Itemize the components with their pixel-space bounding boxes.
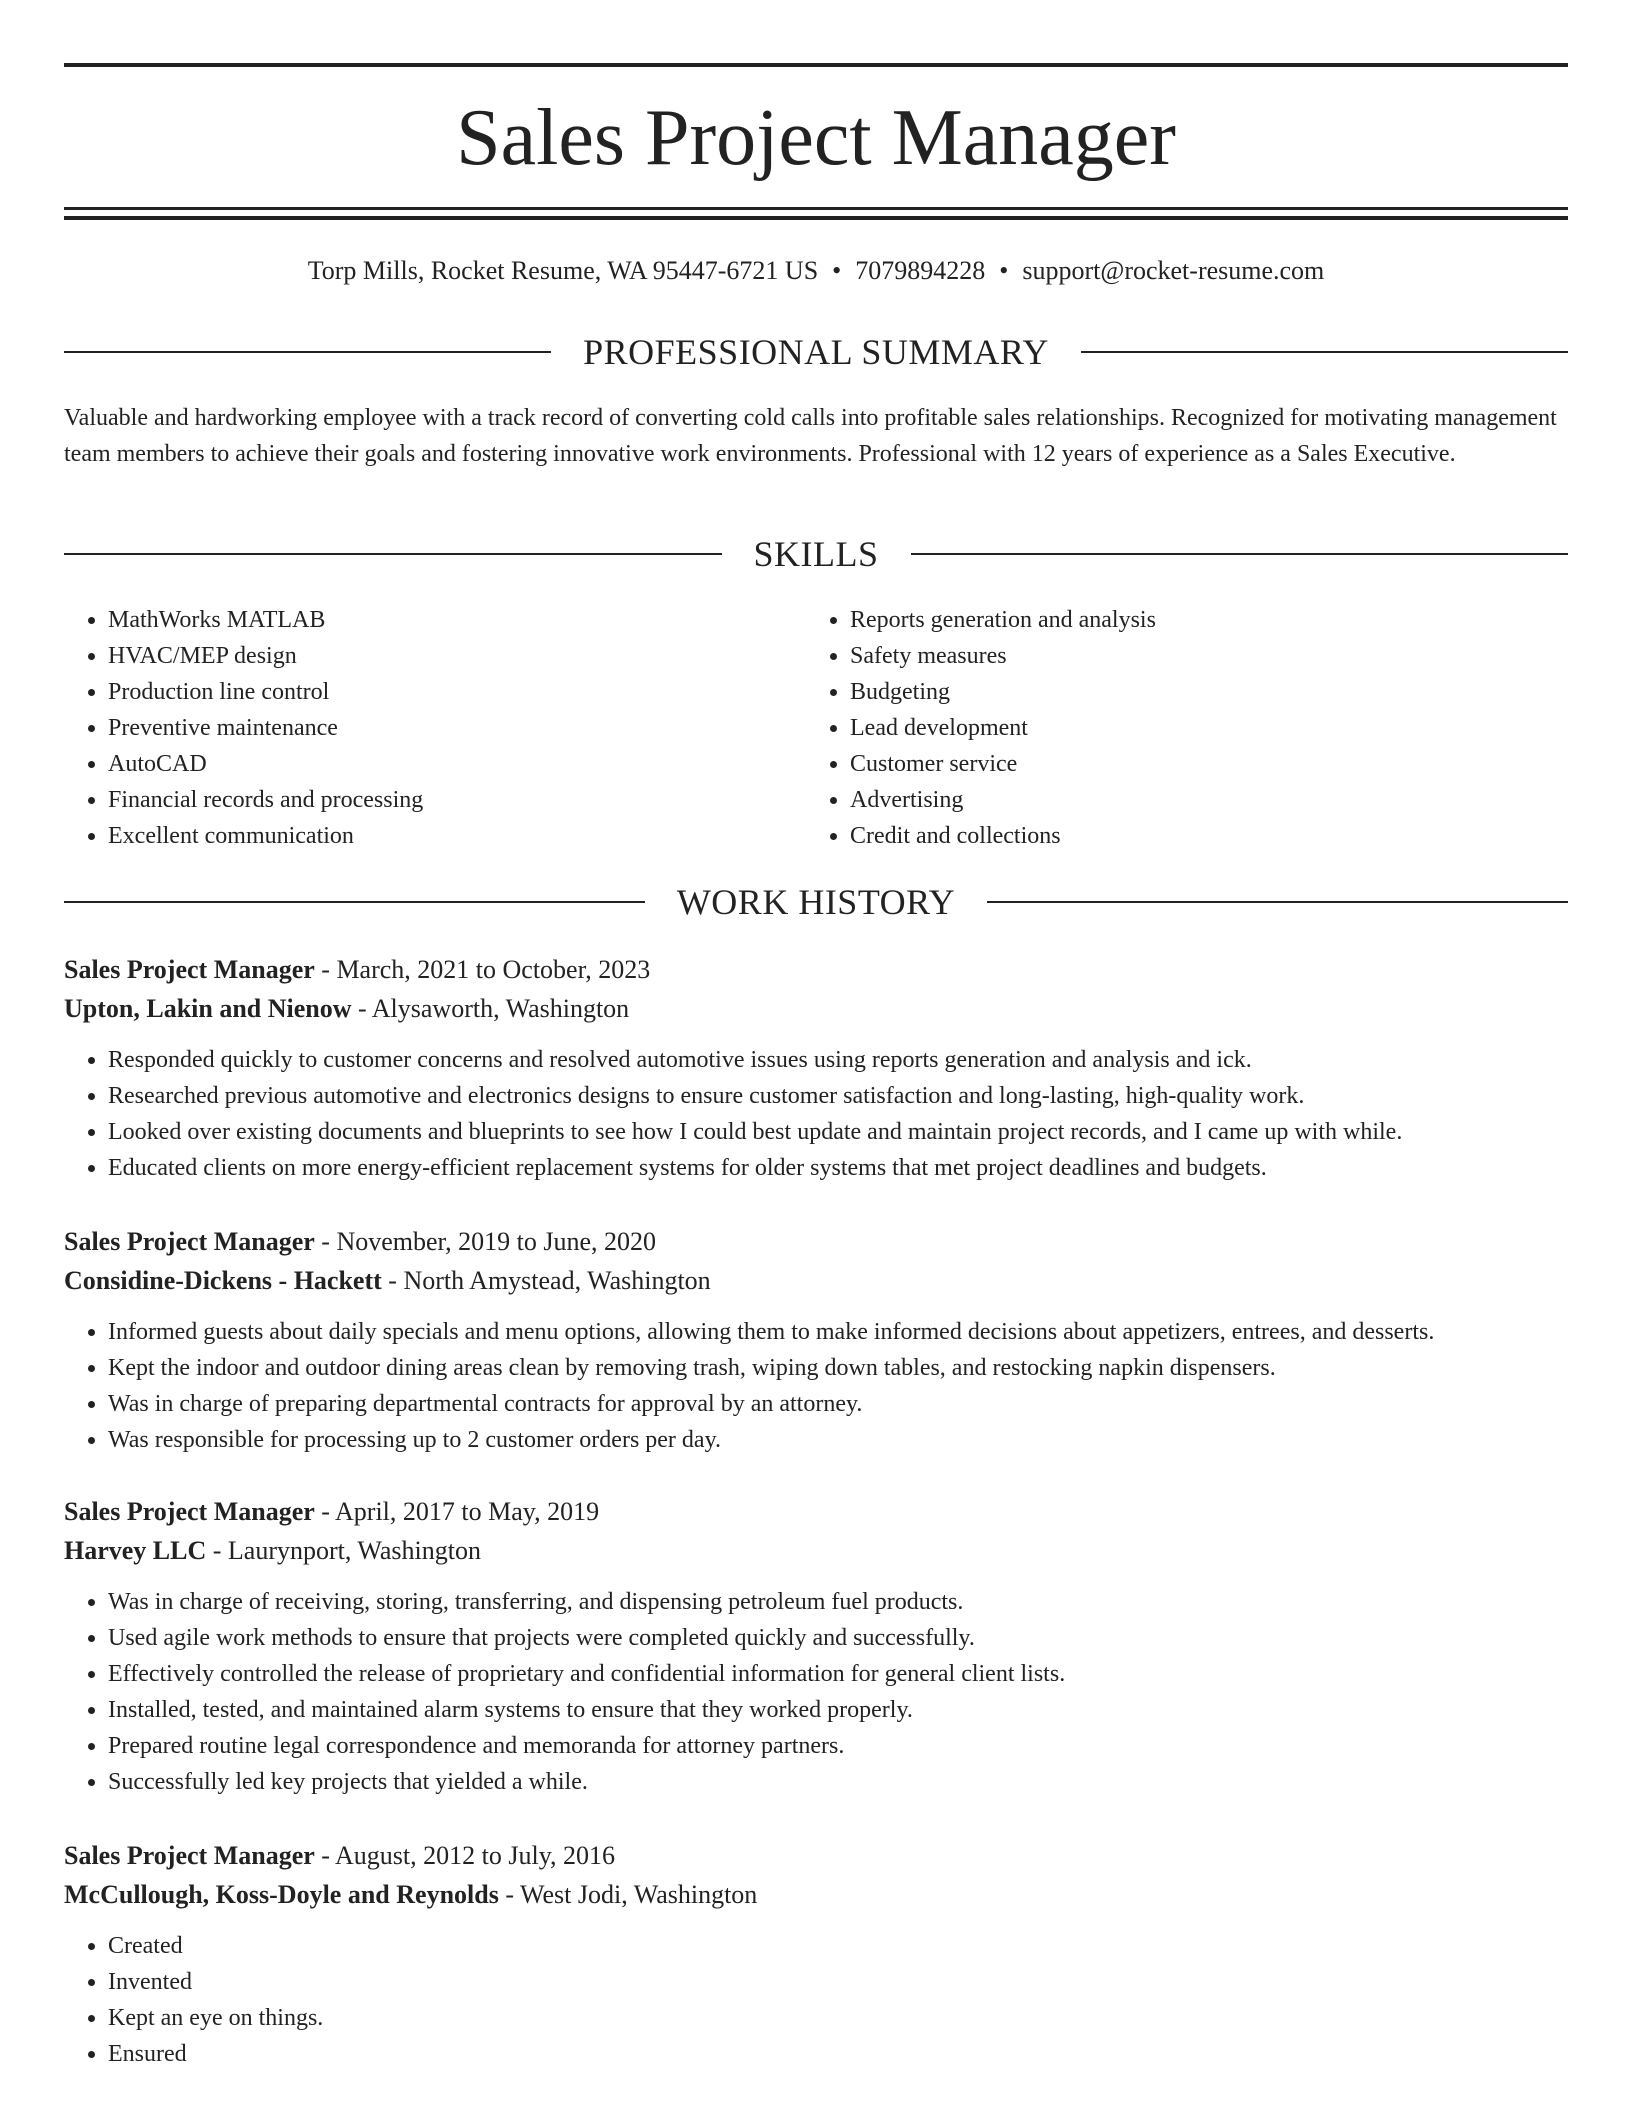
section-title: SKILLS xyxy=(753,534,879,574)
job-location: - Laurynport, Washington xyxy=(206,1536,481,1565)
section-rule xyxy=(64,553,722,555)
job-company-line xyxy=(64,1531,1568,1570)
section-heading-skills xyxy=(64,532,1568,576)
job-bullet: • Kept the indoor and outdoor dining areas clean by removing trash, wiping down tables, and restocking napkin dispensers. xyxy=(108,1350,1568,1386)
section-heading-work xyxy=(64,880,1568,924)
section-rule xyxy=(1081,351,1568,353)
section-title: WORK HISTORY xyxy=(676,882,956,922)
contact-email: support@rocket-resume.com xyxy=(1022,256,1325,285)
job-entry xyxy=(64,1836,1568,2072)
skills-columns xyxy=(64,602,1568,854)
section-heading-summary xyxy=(64,330,1568,374)
section-rule xyxy=(64,901,645,903)
skill-item: • Financial records and processing xyxy=(108,782,806,818)
job-company-line xyxy=(64,1875,1568,1914)
skill-item: • Production line control xyxy=(108,674,806,710)
job-bullet: • Successfully led key projects that yielded a while. xyxy=(108,1764,1568,1800)
job-title-line xyxy=(64,950,1568,989)
section-title: PROFESSIONAL SUMMARY xyxy=(583,332,1049,372)
job-company: McCullough, Koss-Doyle and Reynolds xyxy=(64,1880,499,1909)
job-bullet: • Was responsible for processing up to 2 customer orders per day. xyxy=(108,1422,1568,1458)
job-bullet: • Was in charge of receiving, storing, transferring, and dispensing petroleum fuel products. xyxy=(108,1584,1568,1620)
job-bullets xyxy=(64,1584,1568,1800)
section-rule xyxy=(911,553,1569,555)
skill-item: • Safety measures xyxy=(850,638,1548,674)
job-dates: - April, 2017 to May, 2019 xyxy=(314,1497,600,1526)
job-bullet: • Educated clients on more energy-efficient replacement systems for older systems that met project deadlines and budgets. xyxy=(108,1150,1568,1186)
job-entry xyxy=(64,950,1568,1186)
job-bullet: • Used agile work methods to ensure that projects were completed quickly and successfully. xyxy=(108,1620,1568,1656)
job-bullet: • Looked over existing documents and blueprints to see how I could best update and maintain project records, and I came up with while. xyxy=(108,1114,1568,1150)
skill-item: • Excellent communication xyxy=(108,818,806,854)
job-dates: - November, 2019 to June, 2020 xyxy=(314,1227,657,1256)
job-bullet: • Informed guests about daily specials and menu options, allowing them to make informed decisions about appetizers, entrees, and desserts. xyxy=(108,1314,1568,1350)
job-company: Upton, Lakin and Nienow xyxy=(64,994,352,1023)
job-location: - North Amystead, Washington xyxy=(381,1266,711,1295)
job-bullets xyxy=(64,1928,1568,2072)
summary-text: Valuable and hardworking employee with a track record of converting cold calls into profitable sales relationships. Recognized for motivating management team members to achieve their goals and fostering innovative work environments. Professional with 12 years of experience as a Sales Executive. xyxy=(64,405,1557,467)
job-role: Sales Project Manager xyxy=(64,955,315,984)
skill-item: • AutoCAD xyxy=(108,746,806,782)
contact-line xyxy=(64,254,1568,288)
section-rule xyxy=(987,901,1568,903)
job-company-line xyxy=(64,1261,1568,1300)
job-company: Harvey LLC xyxy=(64,1536,207,1565)
contact-phone: 7079894228 xyxy=(855,256,986,285)
job-location: - West Jodi, Washington xyxy=(498,1880,758,1909)
skill-item: • Preventive maintenance xyxy=(108,710,806,746)
skill-item: • MathWorks MATLAB xyxy=(108,602,806,638)
skills-list-left xyxy=(64,602,806,854)
header-top-rule xyxy=(64,63,1568,67)
job-bullet: • Installed, tested, and maintained alarm systems to ensure that they worked properly. xyxy=(108,1692,1568,1728)
job-bullet: • Researched previous automotive and electronics designs to ensure customer satisfaction and long-lasting, high-quality work. xyxy=(108,1078,1568,1114)
job-role: Sales Project Manager xyxy=(64,1227,315,1256)
skills-list-right xyxy=(806,602,1548,854)
job-location: - Alysaworth, Washington xyxy=(351,994,630,1023)
job-role: Sales Project Manager xyxy=(64,1497,315,1526)
skill-item: • HVAC/MEP design xyxy=(108,638,806,674)
page-title: Sales Project Manager xyxy=(456,94,1176,182)
job-title-line xyxy=(64,1492,1568,1531)
job-entry xyxy=(64,1492,1568,1800)
skill-item: • Budgeting xyxy=(850,674,1548,710)
contact-separator: • xyxy=(832,256,842,285)
header-double-rule xyxy=(64,207,1568,220)
job-bullet: • Prepared routine legal correspondence and memoranda for attorney partners. xyxy=(108,1728,1568,1764)
contact-address: Torp Mills, Rocket Resume, WA 95447-6721 US xyxy=(307,256,819,285)
job-bullets xyxy=(64,1042,1568,1186)
job-bullet: • Responded quickly to customer concerns and resolved automotive issues using reports generation and analysis and ick. xyxy=(108,1042,1568,1078)
job-bullet: • Invented xyxy=(108,1964,1568,2000)
contact-separator: • xyxy=(999,256,1009,285)
skill-item: • Advertising xyxy=(850,782,1548,818)
job-bullet: • Effectively controlled the release of proprietary and confidential information for general client lists. xyxy=(108,1656,1568,1692)
skill-item: • Credit and collections xyxy=(850,818,1548,854)
job-bullet: • Kept an eye on things. xyxy=(108,2000,1568,2036)
job-bullet: • Was in charge of preparing departmental contracts for approval by an attorney. xyxy=(108,1386,1568,1422)
job-company-line xyxy=(64,989,1568,1028)
job-bullet: • Ensured xyxy=(108,2036,1568,2072)
job-title-line xyxy=(64,1222,1568,1261)
job-company: Considine-Dickens - Hackett xyxy=(64,1266,382,1295)
skill-item: • Lead development xyxy=(850,710,1548,746)
job-title-line xyxy=(64,1836,1568,1875)
job-bullet: • Created xyxy=(108,1928,1568,1964)
skill-item: • Customer service xyxy=(850,746,1548,782)
job-bullets xyxy=(64,1314,1568,1458)
job-entry xyxy=(64,1222,1568,1458)
section-rule xyxy=(64,351,551,353)
skill-item: • Reports generation and analysis xyxy=(850,602,1548,638)
job-dates: - August, 2012 to July, 2016 xyxy=(314,1841,615,1870)
job-role: Sales Project Manager xyxy=(64,1841,315,1870)
job-dates: - March, 2021 to October, 2023 xyxy=(314,955,651,984)
